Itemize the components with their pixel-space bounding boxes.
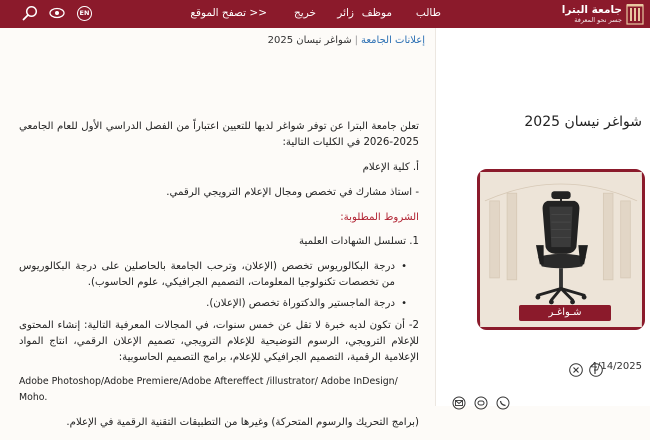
faculty-heading: أ. كلية الإعلام bbox=[362, 162, 419, 173]
nav-browse-site[interactable]: تصفح الموقع >> bbox=[190, 7, 267, 19]
publish-date: 4/14/2025 bbox=[590, 361, 642, 372]
condition-2: 2- أن تكون لديه خبرة لا تقل عن خمس سنوات، في المجالات المعرفية التالية: إنشاء المحتوى للإعلام الترويجي، الرسوم التوضيحية للإعلام الترويجي، تصميم الإعلان الرقمي، انتاج المواد الإعلامية الرقمية، التصميم الجرافيكي للإعلام، برامج التصميم الحاسوبية: bbox=[19, 320, 419, 363]
link-share-icon[interactable] bbox=[474, 395, 488, 409]
university-logo[interactable] bbox=[562, 2, 644, 26]
x-share-icon[interactable] bbox=[569, 362, 583, 376]
article-intro: تعلن جامعة البترا عن توفر شواغر لديها للتعيين اعتباراً من الفصل الدراسي الأول للعام الجامعي 2025-2026 في الكليات التالية: bbox=[19, 121, 419, 148]
qualification-list bbox=[19, 259, 419, 312]
top-header-bar bbox=[0, 0, 650, 28]
announcement-image[interactable] bbox=[477, 169, 645, 330]
main-content bbox=[0, 28, 435, 428]
brand-name: جامعة البترا bbox=[561, 4, 622, 16]
office-chair-illustration bbox=[480, 172, 642, 327]
breadcrumb-current: شواغر نيسان 2025 bbox=[267, 35, 352, 46]
nav-employee[interactable]: موظف bbox=[361, 7, 392, 19]
nav-graduate[interactable]: خريج bbox=[294, 7, 316, 19]
position-line: - استاذ مشارك في تخصص ومجال الإعلام الترويجي الرقمي. bbox=[166, 187, 419, 198]
email-share-icon[interactable] bbox=[452, 395, 466, 409]
conditions-title: الشروط المطلوبة: bbox=[340, 212, 419, 223]
vacancies-label: شـواغـر bbox=[519, 305, 611, 321]
article-last-line: (برامج التحريك والرسوم المتحركة) وغيرها من التطبيقات التقنية الرقمية في الإعلام. bbox=[66, 417, 419, 428]
whatsapp-share-icon[interactable] bbox=[496, 395, 510, 409]
breadcrumb-parent-link[interactable]: إعلانات الجامعة bbox=[360, 35, 425, 46]
nav-visitor[interactable]: زائر bbox=[337, 7, 354, 19]
breadcrumb-separator: | bbox=[354, 35, 358, 46]
breadcrumb bbox=[268, 35, 425, 46]
nav-student[interactable]: طالب bbox=[415, 7, 441, 19]
eye-icon[interactable] bbox=[49, 5, 65, 21]
brand-slogan: جسر نحو المعرفة bbox=[574, 15, 622, 24]
condition-1: 1. تسلسل الشهادات العلمية bbox=[299, 236, 419, 247]
announcement-title: شواغر نيسان 2025 bbox=[524, 114, 642, 130]
share-icons bbox=[569, 362, 603, 376]
list-item: • درجة البكالوريوس تخصص (الإعلان، وترحب الجامعة بالحاصلين على درجة البكالوريوس من تخصصات تكنولوجيا المعلومات، التصميم الجرافيكي، علوم الحاسوب). bbox=[19, 259, 407, 291]
software-list: Adobe Photoshop/Adobe Premiere/Adobe Aftereffect /illustrator/ Adobe InDesign/ Moho. bbox=[19, 376, 398, 403]
side-panel bbox=[435, 28, 650, 406]
language-icon[interactable]: EN bbox=[77, 6, 92, 21]
list-item: • درجة الماجستير والدكتوراة تخصص (الإعلان). bbox=[19, 296, 407, 312]
article-body bbox=[19, 119, 419, 440]
petra-logo-icon bbox=[626, 3, 644, 25]
search-icon[interactable] bbox=[22, 5, 38, 21]
facebook-share-icon[interactable] bbox=[589, 362, 603, 376]
